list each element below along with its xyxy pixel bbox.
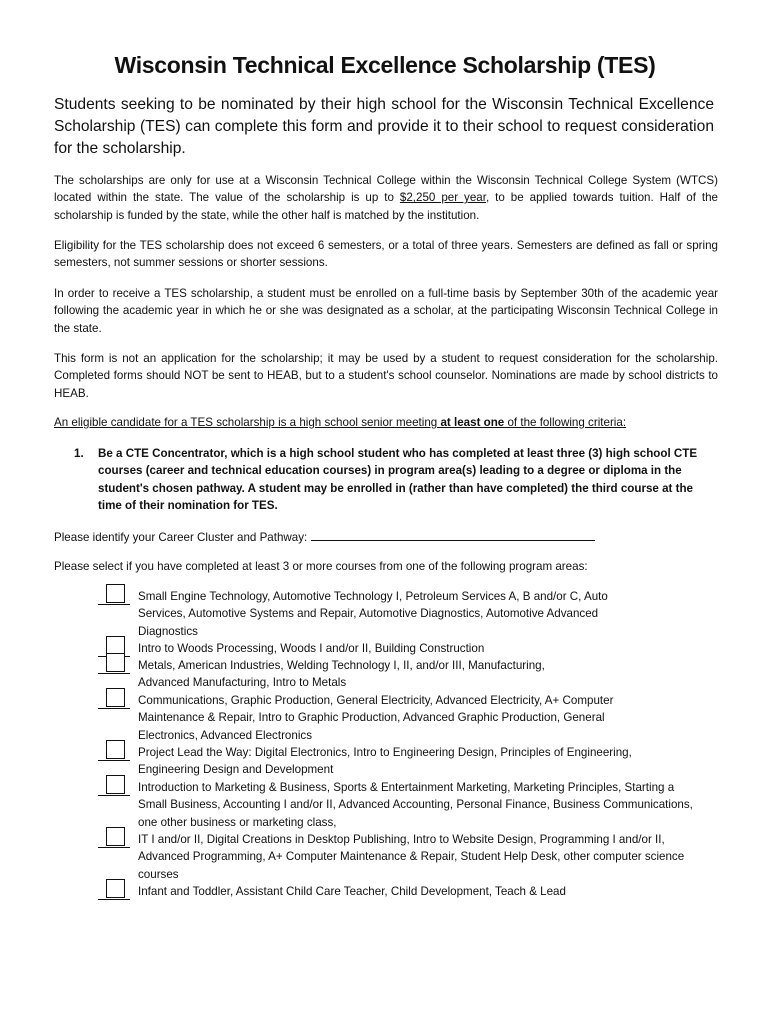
scholarship-info-text-end: , to be applied towards tuition. Half of the scholarship is funded by the state, while the other half is matched by the institution. [54,191,718,222]
program-area-option [98,588,738,638]
checkbox-line [98,744,130,761]
scholarship-info-paragraph [54,172,718,224]
checkbox[interactable] [106,653,125,672]
program-area-label: Infant and Toddler, Assistant Child Care Teacher, Child Development, Teach & Lead [138,885,566,898]
criterion-cte-concentrator: Be a CTE Concentrator, which is a high school student who has completed at least three (3) high school CTE courses (career and technical education courses) in program area(s) leading to a degree or diploma in the student's chosen pathway. A student may be enrolled in (rather than have completed) the third course at the time of their nomination for TES. [98,447,698,513]
program-area-option [98,779,738,829]
checkbox-line [98,779,130,796]
program-area-option [98,692,738,742]
criterion-number: 1. [74,447,84,460]
intro-paragraph: Students seeking to be nominated by their high school for the Wisconsin Technical Excellence Scholarship (TES) can complete this form and provide it to their school to request consideration for the scholarship. [54,96,714,157]
checkbox[interactable] [106,775,125,794]
checkbox[interactable] [106,688,125,707]
program-area-label: Small Engine Technology, Automotive Technology I, Petroleum Services A, B and/or C, Auto Services, Automotive Systems and Repair, Automotive Diagnostics, Automotive Advanced Diagnostics [138,590,608,638]
career-cluster-label: Please identify your Career Cluster and Pathway: [54,531,308,544]
program-area-label: Intro to Woods Processing, Woods I and/or II, Building Construction [138,642,485,655]
checkbox-line [98,692,130,709]
program-area-option [98,657,738,697]
program-area-option [98,883,738,923]
criteria-heading [54,414,718,431]
checkbox-line [98,588,130,605]
program-area-instruction: Please select if you have completed at least 3 or more courses from one of the following program areas: [54,560,588,573]
eligibility-paragraph: Eligibility for the TES scholarship does not exceed 6 semesters, or a total of three years. Semesters are defined as fall or spring semesters, not summer sessions or shorter sessions. [54,239,718,270]
criteria-text: An eligible candidate for a TES scholarship is a high school senior meeting [54,416,441,429]
checkbox-line [98,883,130,900]
checkbox[interactable] [106,827,125,846]
form-purpose-paragraph: This form is not an application for the scholarship; it may be used by a student to request consideration for the scholarship. Completed forms should NOT be sent to HEAB, but to a student's school counselor. Nominations are made by school districts to HEAB. [54,352,718,400]
enrollment-paragraph: In order to receive a TES scholarship, a student must be enrolled on a full-time basis by September 30th of the academic year following the academic year in which he or she was designated as a scholar, at the participating Wisconsin Technical College in the state. [54,287,718,335]
checkbox-line [98,657,130,674]
scholarship-info-text: The scholarships are only for use at a Wisconsin Technical College within the Wisconsin Technical College System (WTCS) located within the state. The value of the scholarship is up to [54,174,718,205]
checkbox[interactable] [106,740,125,759]
program-area-label: Introduction to Marketing & Business, Sports & Entertainment Marketing, Marketing Principles, Starting a Small Business, Accounting I and/or II, Advanced Accounting, Personal Finance, Business Communications, one other business or marketing class, [138,781,693,829]
checkbox-line [98,831,130,848]
program-area-option [98,744,738,784]
program-area-label: IT I and/or II, Digital Creations in Desktop Publishing, Intro to Website Design, Programming I and/or II, Advanced Programming, A+ Computer Maintenance & Repair, Student Help Desk, other computer science courses [138,833,685,881]
page-title: Wisconsin Technical Excellence Scholarship (TES) [114,52,656,78]
program-area-label: Communications, Graphic Production, General Electricity, Advanced Electricity, A+ Computer Maintenance & Repair, Intro to Graphic Production, Advanced Graphic Production, General Electronics, Advanced Electronics [138,694,614,742]
checkbox[interactable] [106,879,125,898]
checkbox[interactable] [106,584,125,603]
program-area-label: Metals, American Industries, Welding Technology I, II, and/or III, Manufacturing, Advanced Manufacturing, Intro to Metals [138,659,545,690]
career-cluster-question [54,528,595,546]
career-cluster-input-line[interactable] [311,528,595,541]
criteria-emphasis: at least one [440,416,505,429]
program-area-option [98,831,738,881]
scholarship-amount: $2,250 per year [399,191,486,205]
criteria-text-end: of the following criteria: [504,416,627,429]
program-area-label: Project Lead the Way: Digital Electronics, Intro to Engineering Design, Principles of Engineering, Engineering Design and Development [138,746,632,777]
